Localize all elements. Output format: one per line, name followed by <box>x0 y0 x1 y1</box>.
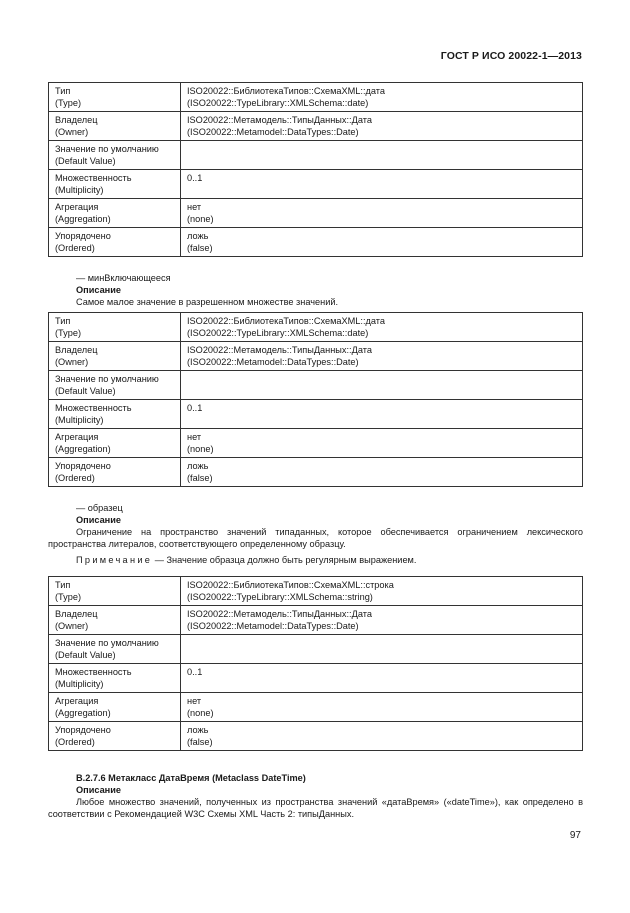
property-label: Упорядочено <box>55 725 111 735</box>
property-label-en: (Default Value) <box>55 650 116 660</box>
property-value-cell <box>181 83 583 112</box>
table-row <box>49 722 583 751</box>
property-value: ISO20022::БиблиотекаТипов::СхемаXML::строка <box>187 580 394 590</box>
description-text: Самое малое значение в разрешенном множестве значений. <box>76 297 339 307</box>
property-label-cell <box>49 228 181 257</box>
property-value: 0..1 <box>187 667 203 677</box>
property-value: ISO20022::Метамодель::ТипыДанных::Дата <box>187 609 372 619</box>
property-label-cell <box>49 199 181 228</box>
property-label-en: (Multiplicity) <box>55 415 104 425</box>
property-label-en: (Ordered) <box>55 473 95 483</box>
table-row <box>49 606 583 635</box>
property-label: Тип <box>55 580 71 590</box>
property-value: нет <box>187 696 202 706</box>
property-label: Владелец <box>55 115 98 125</box>
property-label-en: (Owner) <box>55 127 89 137</box>
property-label-cell <box>49 141 181 170</box>
property-value: 0..1 <box>187 173 203 183</box>
property-label-cell <box>49 577 181 606</box>
property-label: Агрегация <box>55 432 99 442</box>
property-label: Множественность <box>55 403 132 413</box>
table-row <box>49 577 583 606</box>
property-value-en: (none) <box>187 214 214 224</box>
attribute-block-pattern <box>48 502 583 566</box>
property-label-cell <box>49 664 181 693</box>
property-value-en: (ISO20022::TypeLibrary::XMLSchema::string) <box>187 592 373 602</box>
property-value-cell <box>181 693 583 722</box>
table-row <box>49 664 583 693</box>
property-table <box>48 82 583 257</box>
property-value: ISO20022::Метамодель::ТипыДанных::Дата <box>187 115 372 125</box>
property-label-en: (Multiplicity) <box>55 679 104 689</box>
description-heading: Описание <box>76 785 121 795</box>
property-value-cell <box>181 228 583 257</box>
property-value: ISO20022::Метамодель::ТипыДанных::Дата <box>187 345 372 355</box>
table-row <box>49 342 583 371</box>
table-row <box>49 371 583 400</box>
property-value-cell <box>181 722 583 751</box>
attribute-name: — минВключающееся <box>76 273 171 283</box>
table-row <box>49 141 583 170</box>
property-label-cell <box>49 635 181 664</box>
attribute-block-min-inclusive <box>48 272 583 308</box>
property-value: ложь <box>187 725 209 735</box>
property-label-en: (Type) <box>55 328 82 338</box>
property-label: Тип <box>55 316 71 326</box>
property-label-cell <box>49 606 181 635</box>
attribute-name: — образец <box>76 503 123 513</box>
property-label: Агрегация <box>55 696 99 706</box>
property-value-en: (false) <box>187 737 213 747</box>
property-label: Множественность <box>55 667 132 677</box>
property-label-cell <box>49 429 181 458</box>
note <box>48 554 583 566</box>
property-label: Значение по умолчанию <box>55 638 159 648</box>
property-value-en: (ISO20022::Metamodel::DataTypes::Date) <box>187 357 359 367</box>
property-value: ложь <box>187 461 209 471</box>
property-label: Упорядочено <box>55 461 111 471</box>
property-value-en: (false) <box>187 243 213 253</box>
table-row <box>49 693 583 722</box>
property-value-cell <box>181 635 583 664</box>
metaclass-block <box>48 772 583 820</box>
property-table-1-wrap <box>48 82 583 257</box>
description-heading: Описание <box>76 285 121 295</box>
property-value: ложь <box>187 231 209 241</box>
property-value: ISO20022::БиблиотекаТипов::СхемаXML::дата <box>187 86 385 96</box>
property-label-cell <box>49 83 181 112</box>
property-label-cell <box>49 170 181 199</box>
note-text: — Значение образца должно быть регулярным выражением. <box>152 555 417 565</box>
property-label: Множественность <box>55 173 132 183</box>
description-text: Ограничение на пространство значений типаданных, которое обеспечивается ограничением лексического пространства литералов, соответствующего определенному образцу. <box>48 527 583 549</box>
property-value-cell <box>181 429 583 458</box>
property-value-cell <box>181 199 583 228</box>
table-row <box>49 458 583 487</box>
property-label: Значение по умолчанию <box>55 144 159 154</box>
property-value: нет <box>187 202 202 212</box>
property-label-en: (Default Value) <box>55 156 116 166</box>
property-label: Владелец <box>55 345 98 355</box>
table-row <box>49 170 583 199</box>
property-value-en: (ISO20022::Metamodel::DataTypes::Date) <box>187 127 359 137</box>
property-label-en: (Multiplicity) <box>55 185 104 195</box>
table-row <box>49 112 583 141</box>
property-label-en: (Aggregation) <box>55 708 111 718</box>
property-value-cell <box>181 371 583 400</box>
table-row <box>49 228 583 257</box>
property-value-cell <box>181 400 583 429</box>
property-label: Тип <box>55 86 71 96</box>
property-value-cell <box>181 664 583 693</box>
section-heading: B.2.7.6 Метакласс ДатаВремя (Metaclass DateTime) <box>76 773 306 783</box>
property-table <box>48 576 583 751</box>
property-label: Агрегация <box>55 202 99 212</box>
property-value-en: (ISO20022::TypeLibrary::XMLSchema::date) <box>187 98 369 108</box>
property-label-en: (Ordered) <box>55 243 95 253</box>
property-label-cell <box>49 371 181 400</box>
property-label-en: (Aggregation) <box>55 214 111 224</box>
property-value-en: (ISO20022::Metamodel::DataTypes::Date) <box>187 621 359 631</box>
property-value-cell <box>181 112 583 141</box>
property-label-cell <box>49 112 181 141</box>
property-label-en: (Owner) <box>55 357 89 367</box>
property-value-cell <box>181 170 583 199</box>
property-label: Упорядочено <box>55 231 111 241</box>
property-value-cell <box>181 342 583 371</box>
table-row <box>49 313 583 342</box>
property-label-cell <box>49 693 181 722</box>
property-label-cell <box>49 458 181 487</box>
property-label-en: (Ordered) <box>55 737 95 747</box>
property-value-en: (none) <box>187 708 214 718</box>
table-row <box>49 199 583 228</box>
property-value: нет <box>187 432 202 442</box>
note-prefix: Примечание <box>76 555 153 565</box>
property-value-en: (false) <box>187 473 213 483</box>
property-label-en: (Owner) <box>55 621 89 631</box>
table-row <box>49 635 583 664</box>
table-row <box>49 429 583 458</box>
table-row <box>49 400 583 429</box>
property-label-cell <box>49 342 181 371</box>
property-label: Значение по умолчанию <box>55 374 159 384</box>
standard-header: ГОСТ Р ИСО 20022-1—2013 <box>440 50 582 62</box>
property-label-en: (Default Value) <box>55 386 116 396</box>
property-value-en: (ISO20022::TypeLibrary::XMLSchema::date) <box>187 328 369 338</box>
property-label-cell <box>49 313 181 342</box>
table-row <box>49 83 583 112</box>
property-value-cell <box>181 313 583 342</box>
description-heading: Описание <box>76 515 121 525</box>
property-label-cell <box>49 722 181 751</box>
property-label-cell <box>49 400 181 429</box>
page-number: 97 <box>569 830 581 841</box>
property-value: 0..1 <box>187 403 203 413</box>
property-label-en: (Type) <box>55 98 82 108</box>
property-value-cell <box>181 606 583 635</box>
property-value-en: (none) <box>187 444 214 454</box>
description-text: Любое множество значений, полученных из пространства значений «датаВремя» («dateTime»), как определено в соответствии с Рекомендацией W3C Схемы XML Часть 2: типыДанных. <box>48 797 583 819</box>
property-value-cell <box>181 141 583 170</box>
property-value-cell <box>181 577 583 606</box>
property-label: Владелец <box>55 609 98 619</box>
property-value: ISO20022::БиблиотекаТипов::СхемаXML::дата <box>187 316 385 326</box>
property-value-cell <box>181 458 583 487</box>
property-label-en: (Type) <box>55 592 82 602</box>
property-table-3-wrap <box>48 576 583 751</box>
property-table-2-wrap <box>48 312 583 487</box>
property-table <box>48 312 583 487</box>
property-label-en: (Aggregation) <box>55 444 111 454</box>
